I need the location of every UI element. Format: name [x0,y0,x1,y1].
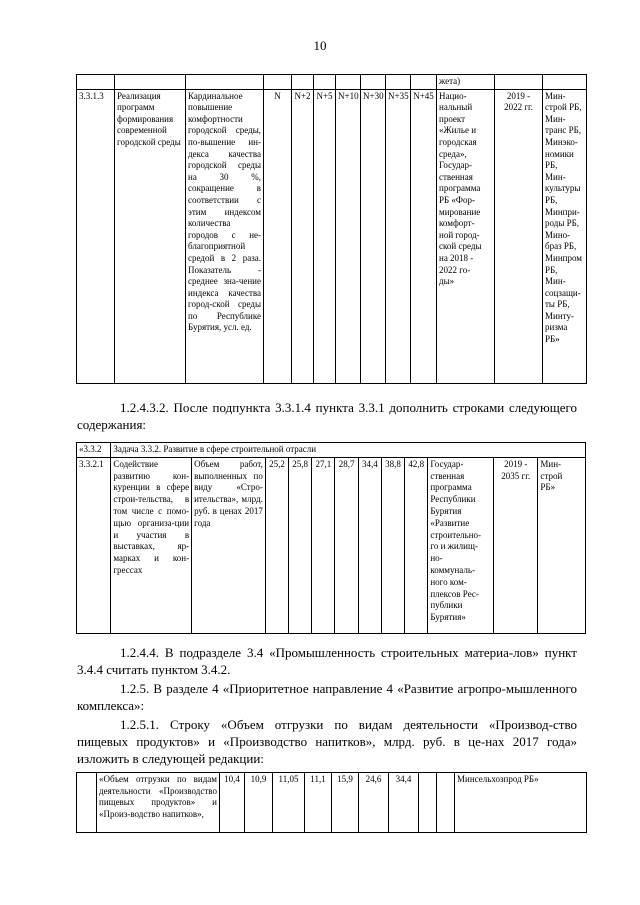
value-cell: N+35 [386,89,411,383]
table-food-shipments [76,772,587,833]
value-cell: 24,6 [359,773,389,833]
value-cell: N+2 [292,89,314,383]
value-cell: N+5 [314,89,336,383]
row-period-cell: 2019 - 2035 гг. [494,457,538,633]
row-code-cell: 3.3.2.1 [77,457,111,633]
paragraph-1-2-5: 1.2.5. В разделе 4 «Приоритетное направление 4 «Развитие агропро-мышленного комплекса»: [77,681,577,713]
table-3-3-2 [76,442,586,634]
row-indicator-cell: Кардинальное повышение комфортности городской среды, по-вышение ин-декса качества городской среды на 30 %, сокращение в соответствии с этим индексом количества городов с не-благоприятной средой в 2 раза. Показатель - среднее зна-чение индекса качества город-ской среды по Республике Бурятия, усл. ед. [186,89,264,383]
value-cell: 28,7 [335,457,358,633]
value-cell: N+30 [361,89,386,383]
row-code-cell: 3.3.1.3 [77,89,115,383]
value-cell: N [264,89,292,383]
value-cell: 34,4 [389,773,419,833]
value-cell: 11,1 [305,773,332,833]
page-number: 10 [313,38,327,53]
value-cell: 25,8 [289,457,312,633]
table-header-row [77,443,586,458]
row-executor-cell: Мин- строй РБ, Мин- транс РБ, Минэко- номики РБ, Мин- культуры РБ, Минпри- роды РБ, Мино- браз РБ, Минпром РБ, Мин- соцзащи- ты РБ, Минту- ризма РБ» [543,89,587,383]
table-row [77,89,587,383]
row-executor-cell: Минсельхозпрод РБ» [455,773,587,833]
value-cell: 34,4 [358,457,381,633]
value-cell: 10,9 [245,773,273,833]
value-cell: N+45 [411,89,437,383]
value-cell: 27,1 [312,457,335,633]
header-title-cell: Задача 3.3.2. Развитие в сфере строительной отрасли [111,443,586,458]
value-cell: N+10 [336,89,361,383]
row-indicator-cell: Объем работ, выполненных по виду «Стро-ительства», млрд. руб. в ценах 2017 года [192,457,266,633]
header-code-cell: «3.3.2 [77,443,111,458]
paragraph-1-2-5-1: 1.2.5.1. Строку «Объем отгрузки по видам деятельности «Производ-ство пищевых продуктов» и «Производство напитков», млрд. руб. в це-нах 2017 года» изложить в следующей редакции: [77,717,577,766]
row-source-cell: Государ- ственная программа Республики Бурятия «Развитие строительно- го и жилищ- но- коммуналь- ного ком- плексов Рес- публики Бурятия» [428,457,494,633]
row-name-cell: Реализация программ формирования современной городской среды [115,89,186,383]
value-cell: 11,05 [273,773,305,833]
value-cell: 42,8 [405,457,428,633]
row-executor-cell: Мин- строй РБ» [538,457,586,633]
source-tail-cell: жета) [437,75,495,90]
row-period-cell: 2019 - 2022 гг. [495,89,543,383]
table-row [77,75,587,90]
paragraph-1-2-4-4: 1.2.4.4. В подразделе 3.4 «Промышленность строительных материа-лов» пункт 3.4.4 считать пунктом 3.4.2. [77,645,577,677]
table-row [77,457,586,633]
row-indicator-cell: «Объем отгрузки по видам деятельности «Производство пищевых продуктов» и «Произ-водство напитков», [97,773,220,833]
value-cell: 25,2 [265,457,288,633]
value-cell: 10,4 [220,773,245,833]
table-row [77,773,587,833]
table-3-3-1-3 [76,74,587,384]
value-cell: 15,9 [332,773,359,833]
row-source-cell: Нацио- нальный проект «Жилье и городская среда», Государ- ственная программа РБ «Фор- мирование комфорт- ной город- ской среды на 2018 - 2022 го- ды» [437,89,495,383]
value-cell: 38,8 [381,457,404,633]
paragraph-1-2-4-3-2: 1.2.4.3.2. После подпункта 3.3.1.4 пункта 3.3.1 дополнить строками следующего содержания: [77,400,577,432]
row-name-cell: Содействие развитию кон-куренции в сфере строи-тельства, в том числе с помо-щью организа-ции и участия в выставках, яр-марках и кон-грессах [111,457,192,633]
